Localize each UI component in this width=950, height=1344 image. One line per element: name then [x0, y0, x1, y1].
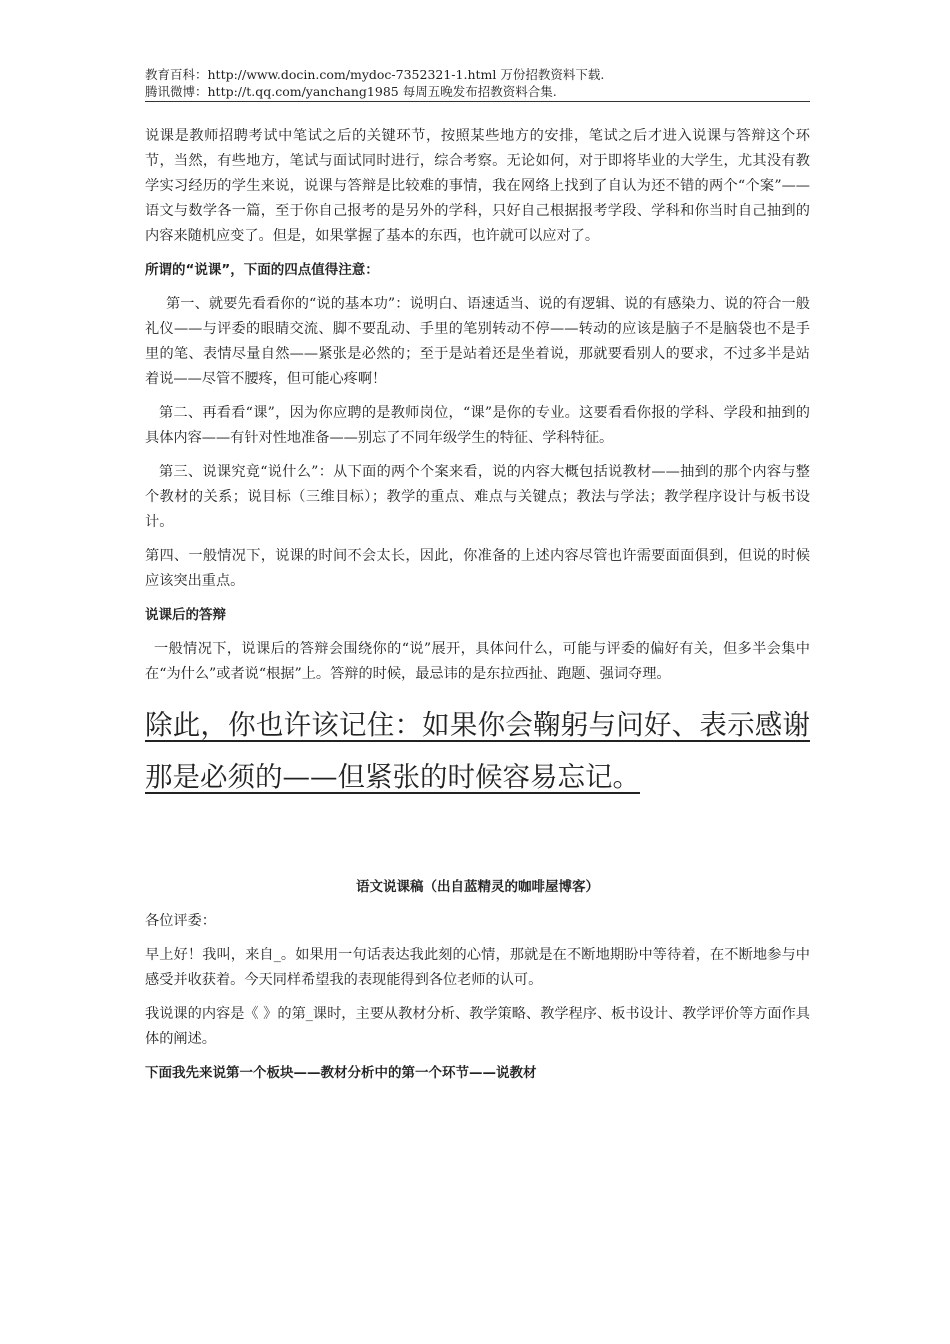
point-two-paragraph: 第二、再看看“课”，因为你应聘的是教师岗位，“课”是你的专业。这要看看你报的学科、学段和抽到的具体内容——有针对性地准备——别忘了不同年级学生的特征、学科特征。	[145, 405, 810, 446]
point-three-paragraph: 第三、说课究竟“说什么”：从下面的两个个案来看，说的内容大概包括说教材——抽到的那个内容与整个教材的关系；说目标（三维目标）；教学的重点、难点与关键点；教法与学法；教学程序设计与板书设计。	[145, 464, 810, 530]
chinese-lesson-title: 语文说课稿（出自蓝精灵的咖啡屋博客）	[356, 879, 599, 895]
point-one-paragraph: 第一、就要先看看你的“说的基本功”：说明白、语速适当、说的有逻辑、说的有感染力、说的符合一般礼仪——与评委的眼睛交流、脚不要乱动、手里的笔别转动不停——转动的应该是脑子不是脑袋也不是手里的笔、表情尽量自然——紧张是必然的；至于是站着还是坐着说，那就要看别人的要求，不过多半是站着说——尽管不腰疼，但可能心疼啊！	[145, 296, 810, 387]
highlighted-reminder: 除此，你也许该记住：如果你会鞠躬与问好、表示感谢那是必须的——但紧张的时候容易忘记。	[145, 709, 810, 793]
section-heading-four-points: 所谓的“说课”，下面的四点值得注意：	[145, 262, 379, 278]
self-introduction-paragraph: 早上好！我叫，来自_。如果用一句话表达我此刻的心情，那就是在不断地期盼中等待着，在不断地参与中感受并收获着。今天同样希望我的表现能得到各位老师的认可。	[145, 947, 810, 988]
greeting-line: 各位评委：	[145, 913, 216, 929]
lesson-content-paragraph: 我说课的内容是《 》的第_课时，主要从教材分析、教学策略、教学程序、板书设计、教学评价等方面作具体的阐述。	[145, 1006, 810, 1047]
header-line-docin: 教育百科：http://www.docin.com/mydoc-7352321-1.html 万份招教资料下载.	[145, 67, 605, 82]
defense-paragraph: 一般情况下，说课后的答辩会围绕你的“说”展开，具体问什么，可能与评委的偏好有关，但多半会集中在“为什么”或者说“根据”上。答辩的时候，最忌讳的是东拉西扯、跑题、强词夺理。	[145, 641, 810, 682]
intro-paragraph: 说课是教师招聘考试中笔试之后的关键环节，按照某些地方的安排，笔试之后才进入说课与答辩这个环节，当然，有些地方，笔试与面试同时进行，综合考察。无论如何，对于即将毕业的大学生，尤其没有教学实习经历的学生来说，说课与答辩是比较难的事情，我在网络上找到了自认为还不错的两个“个案”——语文与数学各一篇，至于你自己报考的是另外的学科，只好自己根据报考学段、学科和你当时自己抽到的内容来随机应变了。但是，如果掌握了基本的东西，也许就可以应对了。	[145, 128, 810, 244]
section-heading-textbook: 下面我先来说第一个板块——教材分析中的第一个环节——说教材	[145, 1065, 537, 1081]
document-body	[145, 124, 810, 1086]
header-line-weibo: 腾讯微博：http://t.qq.com/yanchang1985 每周五晚发布招教资料合集.	[145, 84, 557, 99]
page-header	[145, 66, 810, 102]
point-four-paragraph: 第四、一般情况下，说课的时间不会太长，因此，你准备的上述内容尽管也许需要面面俱到，但说的时候应该突出重点。	[145, 548, 810, 589]
section-heading-defense: 说课后的答辩	[145, 607, 226, 623]
